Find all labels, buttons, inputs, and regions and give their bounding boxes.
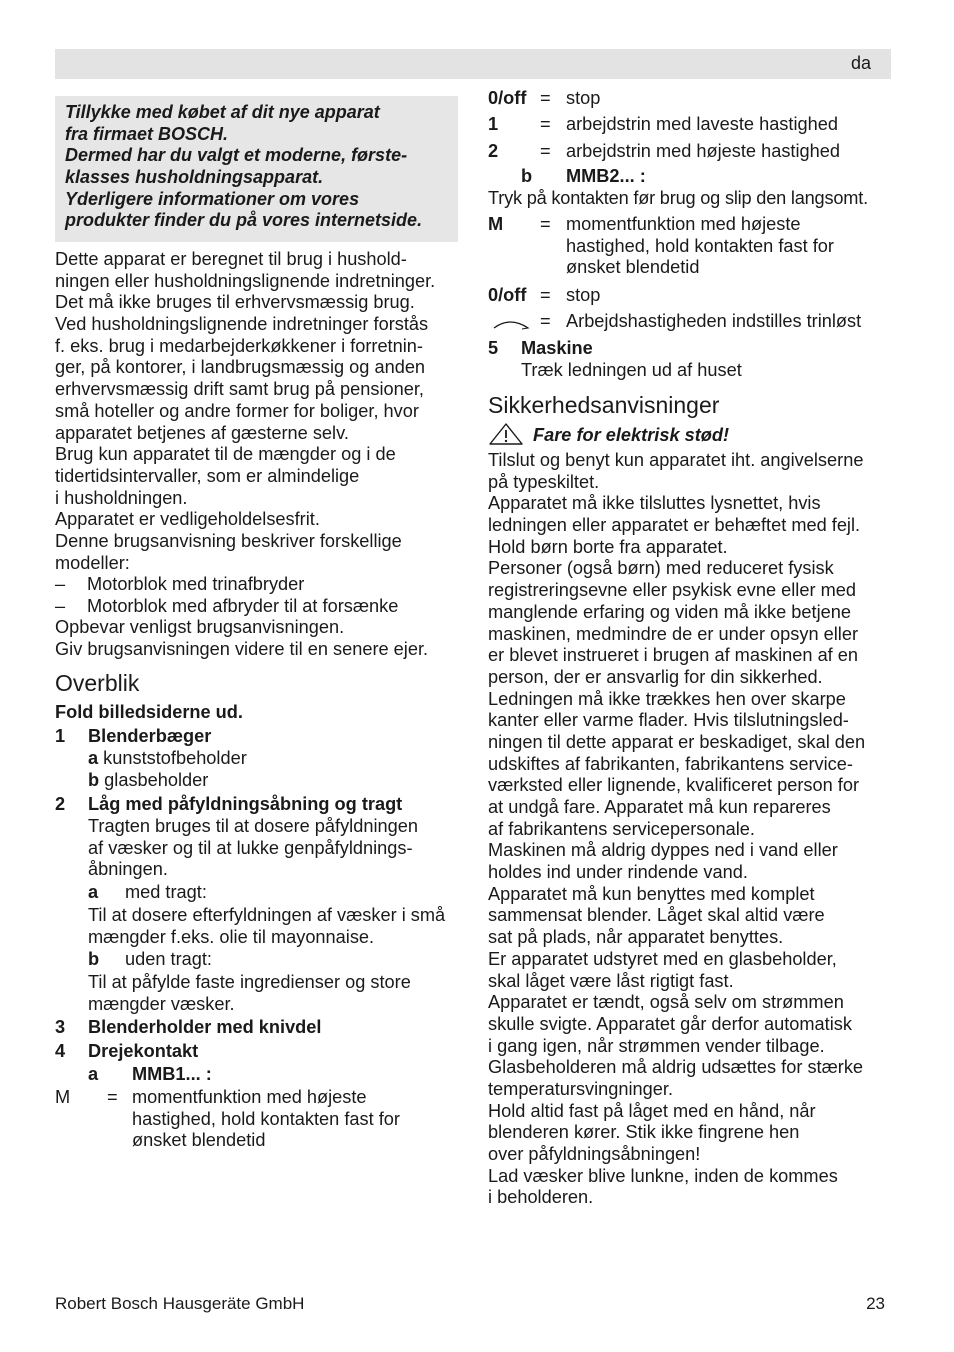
row-key: M [55, 1087, 71, 1107]
item-number: 5 [488, 338, 499, 358]
row-equals: = [540, 311, 551, 331]
sub-item [88, 748, 247, 770]
sub-item [521, 166, 646, 188]
text-line: i husholdningen. [55, 487, 188, 508]
warning-text: Fare for elektrisk stød! [533, 425, 730, 445]
item-title: Maskine [521, 338, 593, 358]
sub-label: uden tragt: [125, 949, 212, 969]
key-value-row [488, 114, 838, 136]
text-line: ønsket blendetid [132, 1130, 266, 1151]
text-line: sat på plads, når apparatet benyttes. [488, 927, 784, 948]
sub-text: glasbeholder [99, 770, 209, 790]
row-value: stop [566, 88, 601, 108]
text-line: små hoteller og andre former for boliger, hvor [55, 400, 419, 421]
text-line: er blevet instrueret i brugen af maskinen af en [488, 645, 859, 666]
intro-line: Dermed har du valgt et moderne, første- [65, 145, 408, 166]
text-line: udskiftes af fabrikanten, fabrikantens service- [488, 753, 853, 774]
sub-label: MMB1... : [132, 1064, 212, 1084]
text-line: i gang igen, når strømmen vender tilbage. [488, 1035, 825, 1056]
text-line: temperatursvingninger. [488, 1078, 674, 1099]
text-line: Giv brugsanvisningen videre til en senere ejer. [55, 638, 429, 659]
key-value-row [55, 1087, 400, 1151]
text-line: af væsker og til at lukke genpåfyldnings- [88, 837, 413, 858]
sub-text: kunststofbeholder [98, 748, 247, 768]
text-line: momentfunktion med højeste [132, 1087, 367, 1107]
text-line: Maskinen må aldrig dyppes ned i vand eller [488, 840, 838, 861]
sub-description [88, 972, 411, 1015]
text-line: Til at påfylde faste ingredienser og store [88, 972, 411, 992]
intro-line: fra firmaet BOSCH. [65, 123, 229, 144]
row-equals: = [540, 141, 551, 161]
item-title: Blenderbæger [88, 726, 212, 746]
intro-paragraph [55, 249, 435, 574]
key-value-row [488, 141, 840, 163]
overview-item-2 [55, 794, 403, 816]
text-line: ønsket blendetid [566, 257, 700, 278]
text-line: Hold altid fast på låget med en hånd, når [488, 1100, 816, 1121]
sub-key: b [88, 949, 100, 969]
intro-line: Tillykke med købet af dit nye apparat [65, 102, 380, 122]
fold-instruction: Fold billedsiderne ud. [55, 702, 243, 722]
sub-key: a [88, 1064, 99, 1084]
text-line: manglende erfaring og viden må ikke betjene [488, 601, 851, 622]
text-line: ningen til dette apparat er beskadiget, skal den [488, 731, 866, 752]
text-line: Apparatet er tændt, også selv om strømmen [488, 992, 844, 1013]
sub-item [88, 1064, 212, 1086]
text-line: værksted eller lignende, kvalificeret person for [488, 775, 859, 796]
dial-arc-icon [492, 316, 532, 332]
item-title: Drejekontakt [88, 1041, 199, 1061]
text-line: Apparatet må kun benyttes med komplet [488, 883, 815, 904]
text-line: tidertidsintervaller, som er almindelige [55, 465, 360, 486]
list-item [55, 574, 305, 596]
language-bar [55, 49, 891, 79]
text-line: Hold børn borte fra apparatet. [488, 536, 728, 557]
overview-item-1 [55, 726, 212, 748]
language-code: da [850, 53, 871, 73]
overview-item-3 [55, 1017, 322, 1039]
press-instruction: Tryk på kontakten før brug og slip den langsomt. [488, 188, 868, 208]
sub-key: a [88, 882, 99, 902]
row-key: 1 [488, 114, 499, 134]
text-line: person, der er ansvarlig for din sikkerhed. [488, 666, 823, 687]
row-key: M [488, 214, 504, 234]
overview-item-4 [55, 1041, 199, 1063]
text-line: Ved husholdningslignende indretninger forstås [55, 314, 429, 335]
sub-label: med tragt: [125, 882, 207, 902]
text-line: Er apparatet udstyret med en glasbeholder, [488, 948, 837, 969]
item-description [88, 816, 418, 881]
text-line: på typeskiltet. [488, 471, 600, 492]
key-value-row [488, 88, 601, 110]
item-number: 3 [55, 1017, 66, 1037]
text-line: Personer (også børn) med reduceret fysisk [488, 558, 834, 579]
row-equals: = [107, 1087, 118, 1107]
text-line: momentfunktion med højeste [566, 214, 801, 234]
footer-company: Robert Bosch Hausgeräte GmbH [55, 1294, 305, 1313]
text-line: ledningen eller apparatet er behæftet med fejl. [488, 515, 861, 536]
text-line: Denne brugsanvisning beskriver forskellige [55, 530, 402, 551]
text-line: at undgå fare. Apparatet må kun repareres [488, 797, 831, 817]
text-line: f. eks. brug i medarbejderkøkkener i forretnin- [55, 335, 423, 356]
text-line: kanter eller varme flader. Hvis tilslutningsled- [488, 710, 849, 731]
text-line: skal låget være låst rigtigt fast. [488, 970, 734, 991]
text-line: erhvervsmæssig drift samt brug på pensioner, [55, 379, 424, 400]
overview-item-5 [488, 338, 593, 360]
row-equals: = [540, 214, 551, 234]
text-line: over påfyldningsåbningen! [488, 1144, 701, 1164]
row-equals: = [540, 285, 551, 305]
list-item-text: Motorblok med trinafbryder [87, 574, 305, 594]
sub-label: MMB2... : [566, 166, 646, 186]
item-title: Låg med påfyldningsåbning og tragt [88, 794, 403, 814]
text-line: hastighed, hold kontakten fast for [566, 235, 834, 256]
intro-line: klasses husholdningsapparat. [65, 167, 324, 188]
row-equals: = [540, 114, 551, 134]
text-line: Ledningen må ikke trækkes hen over skarpe [488, 688, 846, 709]
text-line: af fabrikantens servicepersonale. [488, 818, 755, 839]
text-line: i beholderen. [488, 1187, 594, 1208]
item-number: 4 [55, 1041, 66, 1061]
row-value: arbejdstrin med højeste hastighed [566, 141, 840, 161]
row-equals: = [540, 88, 551, 108]
key-value-row [488, 285, 601, 307]
dash: – [55, 596, 66, 616]
text-line: Tilslut og benyt kun apparatet iht. angivelserne [488, 450, 864, 470]
section-heading: Overblik [55, 670, 140, 696]
item-number: 1 [55, 726, 66, 746]
row-value: stop [566, 285, 601, 305]
row-value: arbejdstrin med laveste hastighed [566, 114, 838, 134]
sub-description [88, 905, 445, 948]
warning-triangle-icon [488, 422, 524, 446]
text-line: Opbevar venligst brugsanvisningen. [55, 617, 345, 637]
text-line: Det må ikke bruges til erhvervsmæssig brug. [55, 292, 415, 313]
text-line: Dette apparat er beregnet til brug i hushold- [55, 249, 407, 269]
storage-note [55, 617, 428, 660]
sub-key: b [88, 770, 100, 790]
sub-key: b [521, 166, 533, 186]
text-line: Til at dosere efterfyldningen af væsker i små [88, 905, 446, 925]
text-line: skulle svigte. Apparatet går derfor automatisk [488, 1013, 852, 1034]
row-value [132, 1087, 400, 1152]
row-value: Arbejdshastigheden indstilles trinløst [566, 311, 862, 331]
section-heading: Sikkerhedsanvisninger [488, 392, 720, 418]
row-key: 0/off [488, 88, 527, 108]
text-line: modeller: [55, 552, 130, 573]
list-item-text: Motorblok med afbryder til at forsænke [87, 596, 399, 616]
intro-line: Yderligere informationer om vores [65, 188, 360, 209]
item-number: 2 [55, 794, 66, 814]
key-value-row [488, 214, 834, 278]
text-line: ger, på kontorer, i landbrugsmæssig og anden [55, 357, 426, 378]
intro-box [55, 96, 458, 242]
intro-line: produkter finder du på vores internetside. [65, 210, 423, 231]
text-line: Tragten bruges til at dosere påfyldningen [88, 816, 418, 836]
text-line: sammensat blender. Låget skal altid være [488, 905, 825, 926]
dash: – [55, 574, 66, 594]
text-line: åbningen. [88, 859, 168, 880]
item-description: Træk ledningen ud af huset [521, 360, 742, 380]
text-line: mængder væsker. [88, 993, 235, 1014]
row-value [566, 214, 834, 279]
row-key: 2 [488, 141, 499, 161]
text-line: Glasbeholderen må aldrig udsættes for stærke [488, 1057, 864, 1078]
text-line: Lad væsker blive lunkne, inden de kommes [488, 1165, 838, 1186]
page-number: 23 [866, 1294, 885, 1313]
text-line: Apparatet må ikke tilsluttes lysnettet, hvis [488, 493, 821, 514]
safety-text [488, 450, 865, 1209]
text-line: holdes ind under rindende vand. [488, 862, 748, 883]
text-line: blenderen kører. Stik ikke fingrene hen [488, 1122, 800, 1143]
text-line: registreringsevne eller psykisk evne eller med [488, 580, 856, 601]
sub-item [88, 949, 212, 971]
text-line: hastighed, hold kontakten fast for [132, 1108, 400, 1129]
list-item [55, 596, 399, 618]
text-line: Brug kun apparatet til de mængder og i de [55, 444, 396, 465]
sub-item [88, 770, 208, 792]
sub-key: a [88, 748, 99, 768]
text-line: Apparatet er vedligeholdelsesfrit. [55, 509, 320, 530]
item-title: Blenderholder med knivdel [88, 1017, 322, 1037]
sub-item [88, 882, 207, 904]
text-line: apparatet betjenes af gæsterne selv. [55, 422, 349, 443]
text-line: maskinen, medmindre de er under opsyn eller [488, 623, 859, 644]
text-line: mængder f.eks. olie til mayonnaise. [88, 926, 375, 947]
row-key: 0/off [488, 285, 527, 305]
text-line: ningen eller husholdningslignende indretninger. [55, 270, 436, 291]
